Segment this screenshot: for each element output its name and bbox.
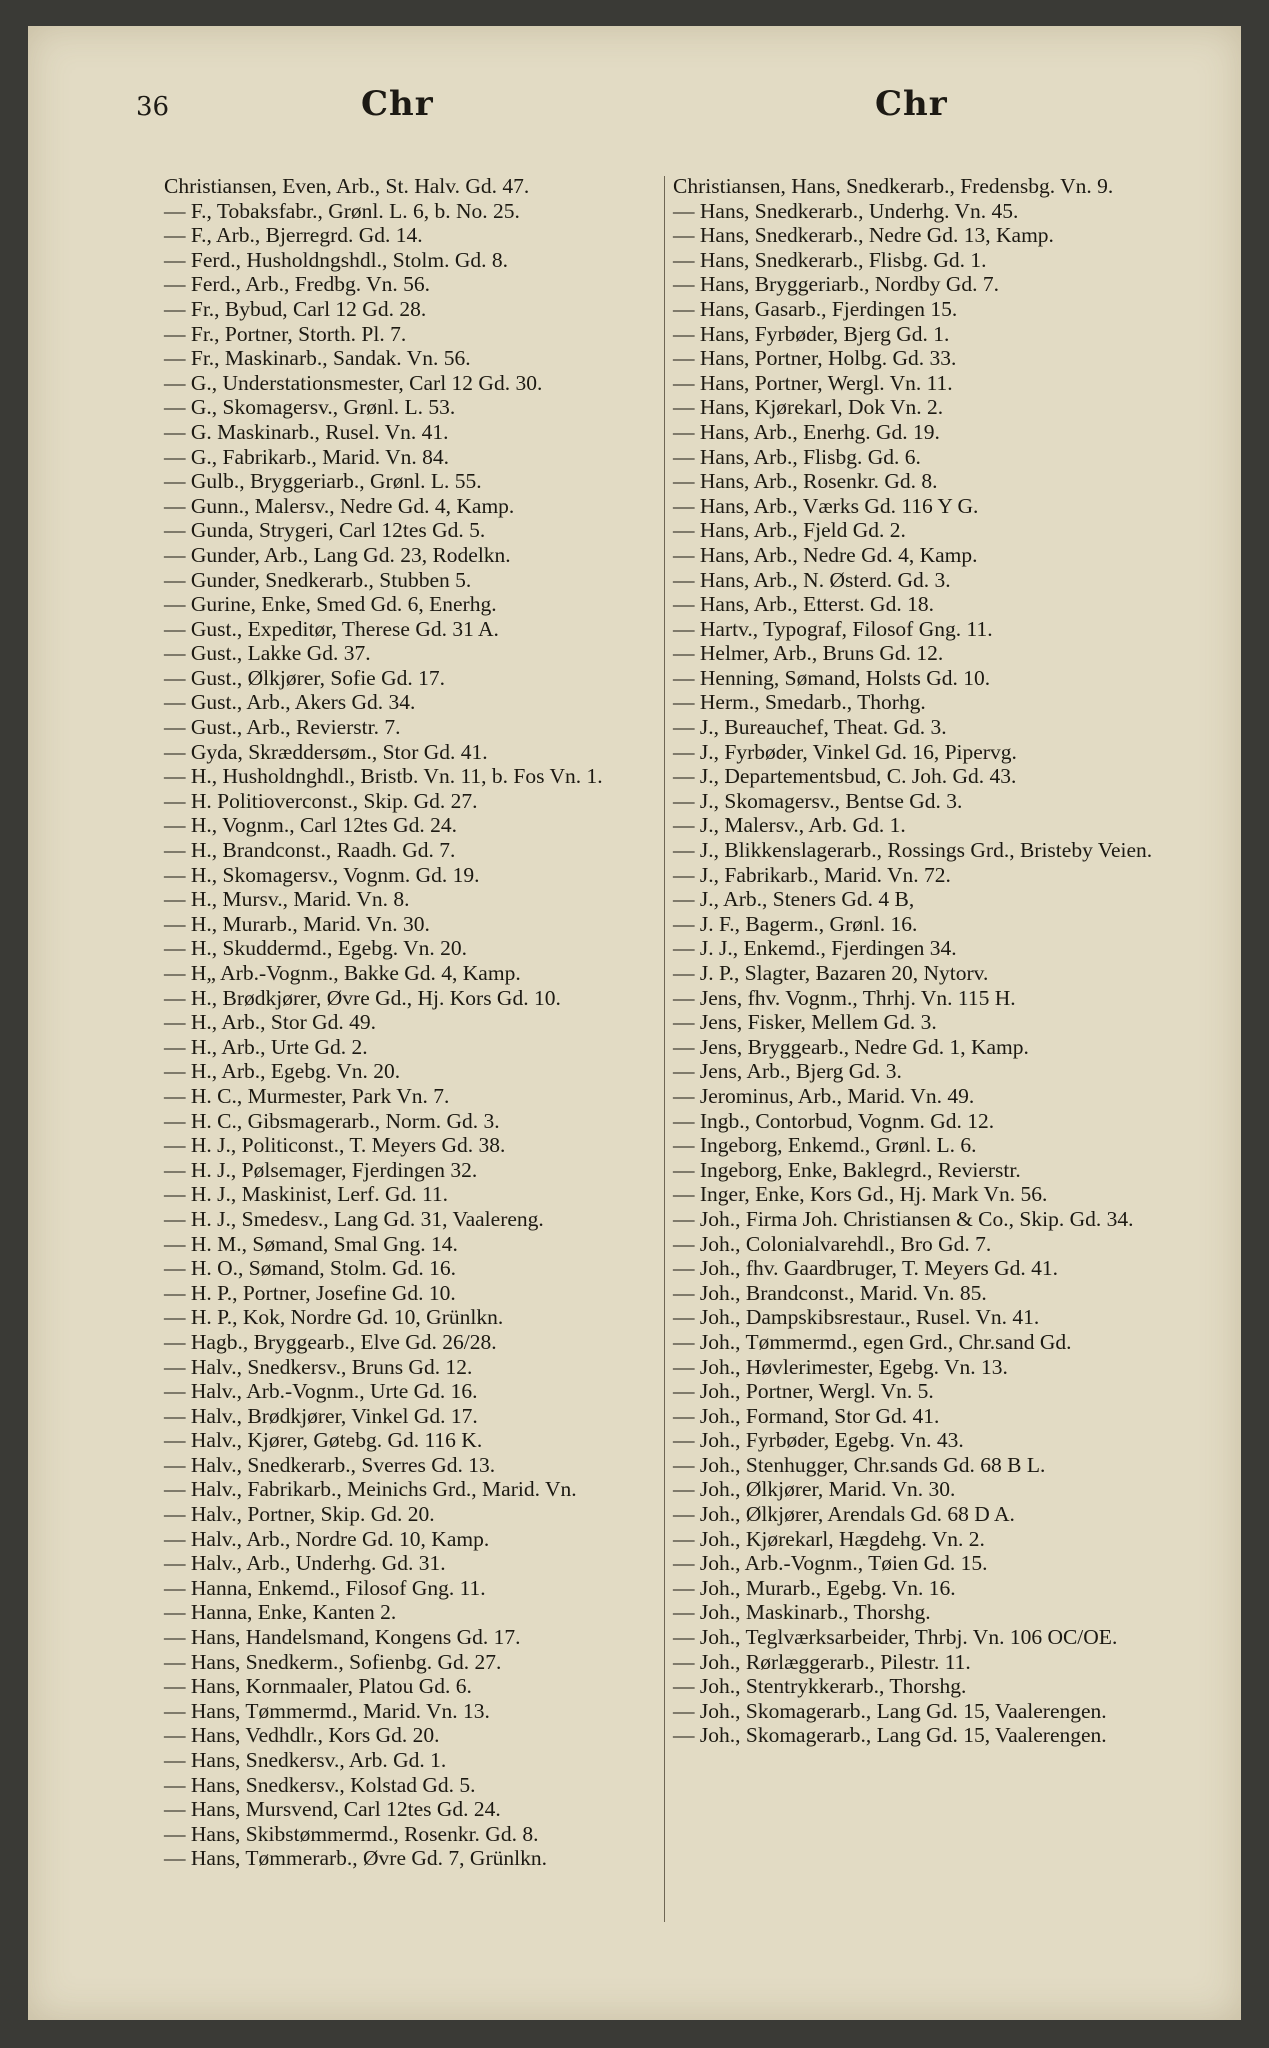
- directory-entry: — Hans, Handelsmand, Kongens Gd. 17.: [164, 1625, 521, 1650]
- directory-entry: — Gulb., Bryggeriarb., Grønl. L. 55.: [164, 469, 482, 494]
- directory-entry: — Joh., fhv. Gaardbruger, T. Meyers Gd. 41.: [673, 1256, 1059, 1281]
- directory-entry: — Gust., Arb., Akers Gd. 34.: [164, 690, 416, 715]
- directory-entry: — G., Fabrikarb., Marid. Vn. 84.: [164, 444, 450, 469]
- directory-entry: — F., Arb., Bjerregrd. Gd. 14.: [164, 223, 423, 248]
- directory-entry: — Joh., Fyrbøder, Egebg. Vn. 43.: [673, 1428, 964, 1453]
- directory-entry: — Fr., Maskinarb., Sandak. Vn. 56.: [164, 346, 471, 371]
- directory-entry: — Halv., Arb., Underhg. Gd. 31.: [164, 1551, 446, 1576]
- directory-entry: — H., Murarb., Marid. Vn. 30.: [164, 911, 430, 936]
- directory-entry: — Hans, Snedkersv., Arb. Gd. 1.: [164, 1748, 447, 1772]
- directory-entry: — Hanna, Enkemd., Filosof Gng. 11.: [164, 1575, 486, 1600]
- directory-entry: — H. O., Sømand, Stolm. Gd. 16.: [164, 1256, 457, 1281]
- directory-entry: — Joh., Stentrykkerarb., Thorshg.: [673, 1674, 967, 1699]
- directory-entry: — H., Arb., Stor Gd. 49.: [164, 1010, 377, 1035]
- directory-entry: — Hans, Arb., Værks Gd. 116 Y G.: [673, 493, 979, 518]
- right-column: [673, 174, 1173, 1748]
- directory-entry: — Joh., Ølkjører, Arendals Gd. 68 D A.: [673, 1502, 1015, 1527]
- directory-entry: — Jens, Fisker, Mellem Gd. 3.: [673, 1010, 937, 1035]
- directory-entry: — Hans, Snedkerm., Sofienbg. Gd. 27.: [164, 1649, 502, 1674]
- directory-entry: — Helmer, Arb., Bruns Gd. 12.: [673, 641, 944, 666]
- directory-entry: — Halv., Snedkerarb., Sverres Gd. 13.: [164, 1452, 496, 1477]
- directory-entry: — Gyda, Skræddersøm., Stor Gd. 41.: [164, 739, 488, 764]
- directory-entry: — Gunder, Snedkerarb., Stubben 5.: [164, 567, 472, 592]
- directory-entry: — Hans, Fyrbøder, Bjerg Gd. 1.: [673, 321, 950, 346]
- directory-entry: — Halv., Portner, Skip. Gd. 20.: [164, 1502, 435, 1527]
- directory-entry: — H., Husholdnghdl., Bristb. Vn. 11, b. Fos Vn. 1.: [164, 764, 603, 789]
- running-head-right: Chr: [875, 84, 948, 124]
- directory-entry: — H., Arb., Urte Gd. 2.: [164, 1034, 368, 1059]
- directory-entry: — Fr., Bybud, Carl 12 Gd. 28.: [164, 296, 427, 321]
- directory-entry: — J., Skomagersv., Bentse Gd. 3.: [673, 788, 963, 813]
- directory-entry: — H. P., Kok, Nordre Gd. 10, Grünlkn.: [164, 1305, 504, 1330]
- directory-entry: — Hans, Snedkerarb., Underhg. Vn. 45.: [673, 198, 1019, 223]
- directory-entry: — J. F., Bagerm., Grønl. 16.: [673, 911, 918, 936]
- directory-entry: — Hans, Arb., Fjeld Gd. 2.: [673, 518, 906, 543]
- directory-entry: — J., Fabrikarb., Marid. Vn. 72.: [673, 862, 951, 887]
- directory-entry: — J., Fyrbøder, Vinkel Gd. 16, Pipervg.: [673, 739, 1017, 764]
- directory-entry: — Gunda, Strygeri, Carl 12tes Gd. 5.: [164, 518, 486, 543]
- directory-entry: — Hans, Arb., Enerhg. Gd. 19.: [673, 419, 940, 444]
- directory-entry: — Joh., Colonialvarehdl., Bro Gd. 7.: [673, 1231, 992, 1256]
- directory-entry: — Joh., Stenhugger, Chr.sands Gd. 68 B L.: [673, 1452, 1046, 1477]
- directory-entry: — Joh., Maskinarb., Thorshg.: [673, 1600, 931, 1625]
- directory-entry: — Hans, Portner, Wergl. Vn. 11.: [673, 370, 953, 395]
- directory-page: [28, 26, 1241, 2020]
- directory-entry: — Halv., Kjører, Gøtebg. Gd. 116 K.: [164, 1428, 483, 1453]
- directory-entry: — Ingeborg, Enkemd., Grønl. L. 6.: [673, 1133, 977, 1158]
- directory-entry: — Hans, Arb., Rosenkr. Gd. 8.: [673, 469, 938, 494]
- page-header: [28, 26, 1241, 124]
- directory-entry: — Jens, Arb., Bjerg Gd. 3.: [673, 1059, 902, 1084]
- directory-entry: — H„ Arb.-Vognm., Bakke Gd. 4, Kamp.: [164, 961, 521, 985]
- directory-entry: — Hans, Arb., Etterst. Gd. 18.: [673, 592, 934, 617]
- directory-entry: — Ingeborg, Enke, Baklegrd., Revierstr.: [673, 1157, 1021, 1182]
- page-number: 36: [136, 92, 170, 122]
- directory-entry: — H., Arb., Egebg. Vn. 20.: [164, 1059, 401, 1084]
- directory-entry: — Joh., Dampskibsrestaur., Rusel. Vn. 41.: [673, 1305, 1040, 1330]
- running-head-left: Chr: [361, 84, 434, 124]
- directory-entry: Christiansen, Even, Arb., St. Halv. Gd. 47.: [164, 174, 530, 198]
- left-column: [164, 174, 654, 1871]
- directory-entry: — Halv., Snedkersv., Bruns Gd. 12.: [164, 1354, 473, 1379]
- directory-entry: — J. J., Enkemd., Fjerdingen 34.: [673, 936, 957, 961]
- directory-entry: — Hans, Snedkerarb., Nedre Gd. 13, Kamp.: [673, 223, 1054, 248]
- directory-entry: — Gunn., Malersv., Nedre Gd. 4, Kamp.: [164, 493, 515, 518]
- directory-entry: — Halv., Arb., Nordre Gd. 10, Kamp.: [164, 1526, 490, 1551]
- directory-entry: — Henning, Sømand, Holsts Gd. 10.: [673, 665, 991, 690]
- directory-entry: — J. P., Slagter, Bazaren 20, Nytorv.: [673, 961, 989, 985]
- directory-entry: — Hans, Tømmermd., Marid. Vn. 13.: [164, 1698, 490, 1723]
- directory-entry: — H. P., Portner, Josefine Gd. 10.: [164, 1280, 456, 1305]
- directory-entry: — Hans, Portner, Holbg. Gd. 33.: [673, 346, 957, 371]
- directory-entry: — Joh., Firma Joh. Christiansen & Co., Skip. Gd. 34.: [673, 1206, 1134, 1231]
- directory-entry: — Herm., Smedarb., Thorhg.: [673, 690, 926, 715]
- directory-entry: — Ferd., Arb., Fredbg. Vn. 56.: [164, 272, 430, 297]
- directory-entry: — Hans, Skibstømmermd., Rosenkr. Gd. 8.: [164, 1821, 539, 1846]
- directory-entry: — Jerominus, Arb., Marid. Vn. 49.: [673, 1083, 975, 1108]
- directory-entry: — Ferd., Husholdngshdl., Stolm. Gd. 8.: [164, 247, 509, 272]
- directory-entry: — H. Politioverconst., Skip. Gd. 27.: [164, 788, 478, 813]
- directory-entry: — Joh., Brandconst., Marid. Vn. 85.: [673, 1280, 987, 1305]
- directory-entry: — Joh., Rørlæggerarb., Pilestr. 11.: [673, 1649, 971, 1674]
- directory-entry: — J., Blikkenslagerarb., Rossings Grd., Bristeby Veien.: [673, 838, 1153, 863]
- directory-entry: — H. M., Sømand, Smal Gng. 14.: [164, 1231, 458, 1256]
- directory-entry: — Halv., Arb.-Vognm., Urte Gd. 16.: [164, 1379, 478, 1404]
- directory-entry: — Hans, Snedkerarb., Flisbg. Gd. 1.: [673, 247, 987, 272]
- directory-entry: — Joh., Murarb., Egebg. Vn. 16.: [673, 1575, 956, 1600]
- directory-entry: — Gunder, Arb., Lang Gd. 23, Rodelkn.: [164, 542, 511, 567]
- directory-entry: — H., Skuddermd., Egebg. Vn. 20.: [164, 936, 467, 961]
- directory-entry: — Gust., Expeditør, Therese Gd. 31 A.: [164, 616, 499, 641]
- directory-entry: — G. Maskinarb., Rusel. Vn. 41.: [164, 419, 449, 444]
- directory-entry: — Hanna, Enke, Kanten 2.: [164, 1600, 397, 1625]
- directory-entry: — Joh., Ølkjører, Marid. Vn. 30.: [673, 1477, 956, 1502]
- directory-entry: — Hans, Arb., N. Østerd. Gd. 3.: [673, 567, 951, 592]
- directory-entry: — Joh., Skomagerarb., Lang Gd. 15, Vaalerengen.: [673, 1723, 1107, 1748]
- directory-entry: — Fr., Portner, Storth. Pl. 7.: [164, 321, 407, 346]
- directory-entry: — J., Malersv., Arb. Gd. 1.: [673, 813, 906, 838]
- directory-entry: — Halv., Brødkjører, Vinkel Gd. 17.: [164, 1403, 478, 1428]
- directory-entry: — Hans, Gasarb., Fjerdingen 15.: [673, 296, 958, 321]
- directory-entry: — Joh., Arb.-Vognm., Tøien Gd. 15.: [673, 1551, 988, 1576]
- directory-entry: — H. J., Maskinist, Lerf. Gd. 11.: [164, 1182, 449, 1207]
- directory-entry: — Hagb., Bryggearb., Elve Gd. 26/28.: [164, 1329, 497, 1354]
- directory-entry: — Jens, Bryggearb., Nedre Gd. 1, Kamp.: [673, 1034, 1029, 1059]
- directory-entry: — Joh., Formand, Stor Gd. 41.: [673, 1403, 940, 1428]
- directory-entry: — Gust., Lakke Gd. 37.: [164, 641, 371, 666]
- directory-entry: — Joh., Portner, Wergl. Vn. 5.: [673, 1379, 934, 1404]
- directory-entry: — Hans, Arb., Nedre Gd. 4, Kamp.: [673, 542, 978, 567]
- directory-entry: — H. C., Gibsmagerarb., Norm. Gd. 3.: [164, 1108, 500, 1133]
- directory-entry: — Gust., Ølkjører, Sofie Gd. 17.: [164, 665, 446, 690]
- directory-entry: — Joh., Teglværksarbeider, Thrbj. Vn. 106 OC/OE.: [673, 1625, 1118, 1650]
- directory-entry: — H., Vognm., Carl 12tes Gd. 24.: [164, 813, 458, 838]
- directory-entry: — Hartv., Typograf, Filosof Gng. 11.: [673, 616, 993, 641]
- directory-entry: — Hans, Mursvend, Carl 12tes Gd. 24.: [164, 1797, 501, 1822]
- directory-entry: — Hans, Tømmerarb., Øvre Gd. 7, Grünlkn.: [164, 1846, 547, 1871]
- directory-entry: — J., Bureauchef, Theat. Gd. 3.: [673, 715, 947, 740]
- directory-entry: — Gurine, Enke, Smed Gd. 6, Enerhg.: [164, 592, 497, 617]
- directory-entry: — H. J., Politiconst., T. Meyers Gd. 38.: [164, 1133, 506, 1158]
- directory-entry: — Gust., Arb., Revierstr. 7.: [164, 715, 401, 740]
- directory-entry: — Hans, Vedhdlr., Kors Gd. 20.: [164, 1723, 440, 1748]
- directory-entry: — Hans, Kjørekarl, Dok Vn. 2.: [673, 395, 944, 420]
- column-divider: [664, 176, 665, 1922]
- directory-entry: — Hans, Snedkersv., Kolstad Gd. 5.: [164, 1772, 476, 1797]
- directory-entry: — F., Tobaksfabr., Grønl. L. 6, b. No. 25.: [164, 198, 520, 223]
- directory-entry: Christiansen, Hans, Snedkerarb., Fredensbg. Vn. 9.: [673, 174, 1114, 198]
- directory-entry: — Jens, fhv. Vognm., Thrhj. Vn. 115 H.: [673, 985, 1016, 1010]
- directory-entry: — Joh., Høvlerimester, Egebg. Vn. 13.: [673, 1354, 1008, 1379]
- directory-entry: — H. J., Pølsemager, Fjerdingen 32.: [164, 1157, 478, 1182]
- directory-entry: — G., Understationsmester, Carl 12 Gd. 30.: [164, 370, 543, 395]
- directory-entry: — G., Skomagersv., Grønl. L. 53.: [164, 395, 456, 420]
- directory-entry: — Joh., Tømmermd., egen Grd., Chr.sand Gd.: [673, 1329, 1072, 1354]
- directory-entry: — H., Brandconst., Raadh. Gd. 7.: [164, 838, 456, 863]
- directory-entry: — H. C., Murmester, Park Vn. 7.: [164, 1083, 450, 1108]
- directory-entry: — H. J., Smedesv., Lang Gd. 31, Vaalereng.: [164, 1206, 544, 1231]
- directory-entry: — Inger, Enke, Kors Gd., Hj. Mark Vn. 56.: [673, 1182, 1048, 1207]
- directory-entry: — Ingb., Contorbud, Vognm. Gd. 12.: [673, 1108, 995, 1133]
- directory-entry: — Hans, Arb., Flisbg. Gd. 6.: [673, 444, 921, 469]
- directory-entry: — H., Brødkjører, Øvre Gd., Hj. Kors Gd. 10.: [164, 985, 561, 1010]
- directory-entry: — J., Departementsbud, C. Joh. Gd. 43.: [673, 764, 1017, 789]
- directory-entry: — Hans, Kornmaaler, Platou Gd. 6.: [164, 1674, 472, 1699]
- directory-entry: — H., Mursv., Marid. Vn. 8.: [164, 887, 410, 912]
- directory-entry: — J., Arb., Steners Gd. 4 B,: [673, 887, 915, 912]
- directory-entry: — Joh., Skomagerarb., Lang Gd. 15, Vaalerengen.: [673, 1698, 1107, 1723]
- directory-entry: — Hans, Bryggeriarb., Nordby Gd. 7.: [673, 272, 1000, 297]
- directory-entry: — H., Skomagersv., Vognm. Gd. 19.: [164, 862, 480, 887]
- directory-entry: — Joh., Kjørekarl, Hægdehg. Vn. 2.: [673, 1526, 985, 1551]
- directory-entry: — Halv., Fabrikarb., Meinichs Grd., Marid. Vn.: [164, 1477, 577, 1502]
